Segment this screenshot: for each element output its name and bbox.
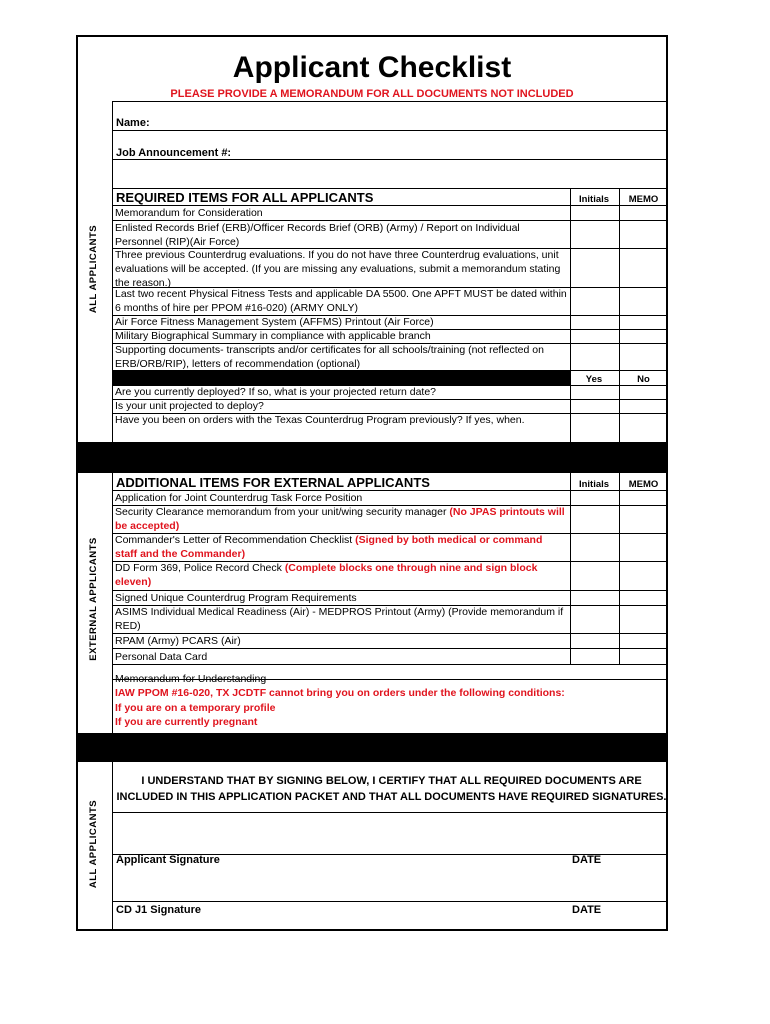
external-item: Commander's Letter of Recommendation Checklist (Signed by both medical or command staff and the Commander) [115,534,543,560]
external-item: ASIMS Individual Medical Readiness (Air) - MEDPROS Printout (Army) (Provide memorandum if RED) [115,606,564,632]
understanding-title: Memorandum for Understanding [115,673,267,685]
external-item: Application for Joint Counterdrug Task Force Position [115,492,363,504]
deployment-question: Are you currently deployed? If so, what is your projected return date? [115,386,437,398]
required-item: Supporting documents- transcripts and/or certificates for all schools/training (not reflected on ERB/ORB/RIP), letters of recommendation (optional) [115,344,544,370]
side-label-external-applicants: EXTERNAL APPLICANTS [88,537,99,661]
required-item: Military Biographical Summary in compliance with applicable branch [115,330,431,342]
deployment-question: Have you been on orders with the Texas Counterdrug Program previously? If yes, when. [115,414,525,426]
section-separator-bar [78,733,668,762]
side-column-divider-mid [112,473,113,733]
applicant-signature-label: Applicant Signature [116,854,220,866]
job-announcement-label: Job Announcement #: [116,147,232,159]
required-initials-header: Initials [578,194,610,205]
required-memo-header: MEMO [628,194,659,205]
condition-intro: IAW PPOM #16-020, TX JCDTF cannot bring you on orders under the following conditions: [115,687,565,699]
acknowledgement-statement: I UNDERSTAND THAT BY SIGNING BELOW, I CERTIFY THAT ALL REQUIRED DOCUMENTS ARE INCLUDED IN THIS APPLICATION PACKET AND THAT ALL DOCUMENTS HAVE REQUIRED SIGNATURES. [116,775,667,803]
side-label-all-applicants-bottom: ALL APPLICANTS [88,799,99,889]
page-title: Applicant Checklist [232,51,512,84]
required-item: Three previous Counterdrug evaluations. If you do not have three Counterdrug evaluations, unit evaluations will be accepted. (If you are missing any evaluations, submit a memorandum stating the reason.) [115,249,561,289]
required-item: Enlisted Records Brief (ERB)/Officer Records Brief (ORB) (Army) / Report on Individual Personnel (RIP)(Air Force) [115,222,520,248]
external-items-heading: ADDITIONAL ITEMS FOR EXTERNAL APPLICANTS [116,475,430,490]
side-column-divider-top [112,101,113,446]
external-item: RPAM (Army) PCARS (Air) [115,635,241,647]
external-item: Personal Data Card [115,651,208,663]
no-header: No [637,374,650,385]
cdj1-signature-label: CD J1 Signature [116,904,201,916]
side-column-divider-bottom [112,762,113,931]
deployment-question: Is your unit projected to deploy? [115,400,264,412]
external-memo-header: MEMO [628,479,659,490]
condition-item: If you are on a temporary profile [115,702,276,714]
name-label: Name: [116,117,150,129]
page-subtitle: PLEASE PROVIDE A MEMORANDUM FOR ALL DOCUMENTS NOT INCLUDED [170,88,574,100]
external-item: Security Clearance memorandum from your unit/wing security manager (No JPAS printouts will be accepted) [115,506,565,532]
applicant-date-label: DATE [572,854,602,866]
required-item: Last two recent Physical Fitness Tests and applicable DA 5500. One APFT MUST be dated within 6 months of hire per PPOM #16-020) (ARMY ONLY) [115,288,567,314]
section-separator-bar [78,442,668,473]
checklist-form [76,35,668,931]
yes-header: Yes [585,374,603,385]
condition-item: If you are currently pregnant [115,716,258,728]
yes-no-header-bar [112,370,570,385]
external-item: DD Form 369, Police Record Check (Complete blocks one through nine and sign block eleven) [115,562,538,588]
required-item: Air Force Fitness Management System (AFFMS) Printout (Air Force) [115,316,434,328]
side-label-all-applicants-top: ALL APPLICANTS [88,224,99,314]
external-item: Signed Unique Counterdrug Program Requirements [115,592,357,604]
required-items-heading: REQUIRED ITEMS FOR ALL APPLICANTS [116,190,374,205]
cdj1-date-label: DATE [572,904,602,916]
external-initials-header: Initials [578,479,610,490]
required-item: Memorandum for Consideration [115,207,263,219]
